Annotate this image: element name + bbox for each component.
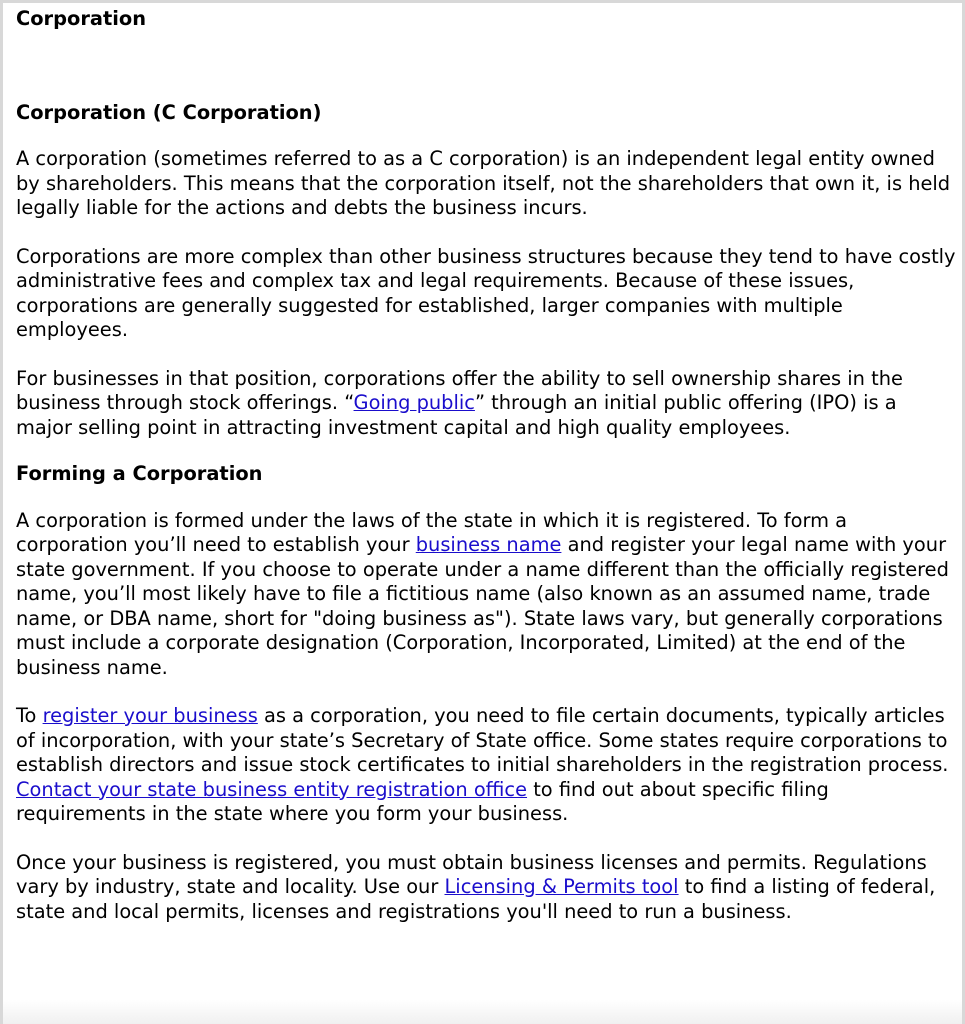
section-heading-c-corporation: Corporation (C Corporation): [16, 100, 322, 124]
paragraph-licenses: Once your business is registered, you must obtain business licenses and permits. Regulations vary by industry, state and locality. Use our Licensing & Permits tool to find a listing of federal, state and local permits, licenses and registrations you'll need to run a business.: [16, 850, 936, 923]
paragraph-register: To register your business as a corporation, you need to file certain documents, typically articles of incorporation, with your state’s Secretary of State office. Some states require corporations to establish directors and issue stock certificates to initial shareholders in the registration process. Contact your state business entity registration office to find out about specific filing requirements in the state where you form your business.: [16, 704, 949, 825]
document-content: [16, 7, 958, 924]
page-title: Corporation: [16, 7, 147, 30]
link-going-public[interactable]: Going public: [353, 391, 475, 414]
link-register-your-business[interactable]: register your business: [42, 704, 258, 727]
link-licensing-permits-tool[interactable]: Licensing & Permits tool: [444, 875, 679, 898]
spacer: [16, 32, 958, 101]
paragraph-ipo: For businesses in that position, corporations offer the ability to sell ownership shares in the business through stock offerings. “Going public” through an initial public offering (IPO) is a major selling point in attracting investment capital and high quality employees.: [16, 366, 903, 439]
paragraph-complexity: Corporations are more complex than other business structures because they tend to have costly administrative fees and complex tax and legal requirements. Because of these issues, corporations are generally suggested for established, larger companies with multiple employees.: [16, 244, 956, 341]
section-heading-forming: Forming a Corporation: [16, 462, 263, 485]
paragraph-definition: A corporation (sometimes referred to as a C corporation) is an independent legal entity owned by shareholders. This means that the corporation itself, not the shareholders that own it, is held legally liable for the actions and debts the business incurs.: [16, 147, 951, 219]
link-contact-state-office[interactable]: Contact your state business entity registration office: [16, 777, 528, 801]
bottom-fade: [3, 1000, 962, 1024]
link-business-name[interactable]: business name: [415, 533, 562, 556]
paragraph-forming: A corporation is formed under the laws of the state in which it is registered. To form a corporation you’ll need to establish your business name and register your legal name with your state government. If you choose to operate under a name different than the officially registered name, you’ll most likely have to file a fictitious name (also known as an assumed name, trade name, or DBA name, short for "doing business as"). State laws vary, but generally corporations must include a corporate designation (Corporation, Incorporated, Limited) at the end of the business name.: [16, 508, 949, 679]
